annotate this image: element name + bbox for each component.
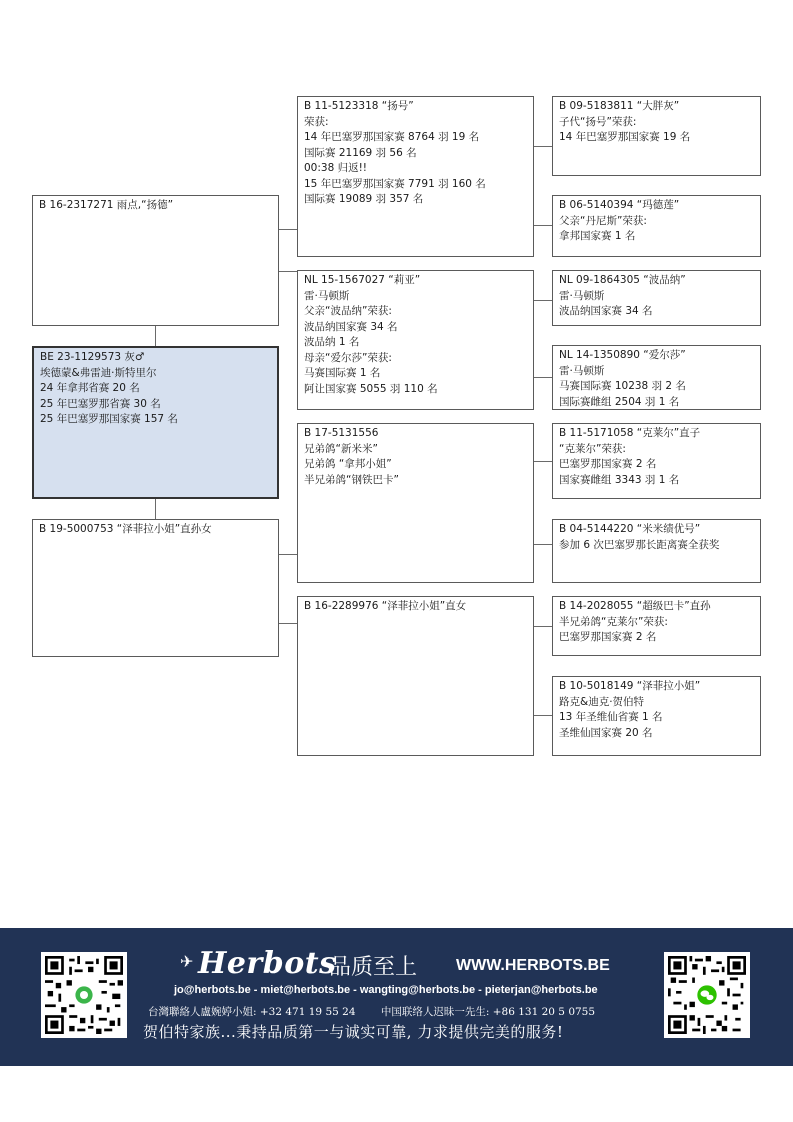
ring-number-header: B 14-2028055 “超级巴卡”直孙 bbox=[559, 600, 711, 612]
pedigree-line: 国际赛 21169 羽 56 名 bbox=[304, 146, 417, 159]
ring-number-header: B 06-5140394 “玛德莲” bbox=[559, 199, 680, 211]
pedigree-line: 波品纳国家赛 34 名 bbox=[559, 305, 653, 317]
dam-sire-box bbox=[297, 423, 534, 583]
ring-number-header: B 16-2289976 “泽菲拉小姐”直女 bbox=[304, 600, 467, 612]
connector bbox=[155, 499, 156, 520]
sire-dam-box bbox=[297, 270, 534, 410]
pigeon-icon: ✈ bbox=[180, 952, 194, 971]
pedigree-line: 雷·马顿斯 bbox=[304, 289, 350, 302]
herbots-logo: Herbots bbox=[198, 946, 337, 981]
sire-dam-dam-box bbox=[552, 345, 761, 410]
sire-sire-sire-box bbox=[552, 96, 761, 176]
footer-banner bbox=[0, 928, 793, 1066]
ring-number-header: NL 14-1350890 “爱尔莎” bbox=[559, 349, 686, 361]
pedigree-line: 参加 6 次巴塞罗那长距离赛全获奖 bbox=[559, 538, 720, 551]
ring-number-header: B 17-5131556 bbox=[304, 427, 379, 439]
phone-contacts bbox=[148, 1004, 617, 1019]
sire-sire-dam-box bbox=[552, 195, 761, 257]
sire-sire-box bbox=[297, 96, 534, 257]
pedigree-line: 巴塞罗那国家赛 2 名 bbox=[559, 458, 657, 470]
pedigree-line: 半兄弟鸽“克莱尔”荣获: bbox=[559, 615, 668, 628]
pedigree-line: 子代“扬号”荣获: bbox=[559, 115, 637, 128]
connector bbox=[534, 225, 552, 226]
pedigree-line: 兄弟鸽“新米米” bbox=[304, 442, 378, 455]
pedigree-line: 拿邦国家赛 1 名 bbox=[559, 230, 636, 242]
dam-dam-sire-box bbox=[552, 596, 761, 656]
sire-box bbox=[32, 195, 279, 326]
connector bbox=[534, 626, 552, 627]
pedigree-line: 国际赛 19089 羽 357 名 bbox=[304, 193, 424, 205]
ring-number-header: B 09-5183811 “大胖灰” bbox=[559, 100, 680, 112]
pedigree-line: 国际赛雌组 2504 羽 1 名 bbox=[559, 395, 680, 408]
ring-number-header: B 19-5000753 “泽菲拉小姐”直孙女 bbox=[39, 523, 212, 535]
pedigree-line: 14 年巴塞罗那国家赛 8764 羽 19 名 bbox=[304, 131, 480, 143]
ring-number-header: B 11-5171058 “克莱尔”直子 bbox=[559, 427, 701, 439]
pedigree-line: 13 年圣维仙省赛 1 名 bbox=[559, 711, 663, 723]
pedigree-line: 波品纳 1 名 bbox=[304, 336, 360, 348]
pedigree-line: 阿让国家赛 5055 羽 110 名 bbox=[304, 382, 438, 395]
pedigree-line: 15 年巴塞罗那国家赛 7791 羽 160 名 bbox=[304, 177, 486, 190]
pedigree-line: 圣维仙国家赛 20 名 bbox=[559, 726, 653, 739]
connector bbox=[279, 271, 297, 272]
email-list[interactable]: jo@herbots.be - miet@herbots.be - wangting@herbots.be - pieterjan@herbots.be bbox=[174, 984, 598, 996]
dam-box bbox=[32, 519, 279, 657]
pedigree-line: 兄弟鸽 “拿邦小姐” bbox=[304, 458, 392, 470]
connector bbox=[155, 326, 156, 347]
pedigree-line: 24 年拿邦省赛 20 名 bbox=[40, 382, 140, 394]
pedigree-line: 半兄弟鸽“钢铁巴卡” bbox=[304, 473, 399, 486]
dam-dam-dam-box bbox=[552, 676, 761, 756]
connector bbox=[534, 544, 552, 545]
phone-taiwan: 台灣聯絡人盧婉婷小姐: +32 471 19 55 24 bbox=[148, 1006, 356, 1018]
pedigree-line: “克莱尔”荣获: bbox=[559, 442, 626, 455]
ring-number-header: B 04-5144220 “米米绩优号” bbox=[559, 523, 701, 535]
pedigree-line: 波品纳国家赛 34 名 bbox=[304, 320, 398, 333]
tagline: 品质至上 bbox=[329, 955, 418, 980]
pedigree-line: 父亲“丹尼斯”荣获: bbox=[559, 214, 647, 227]
pedigree-line: 父亲“波品纳”荣获: bbox=[304, 305, 392, 317]
qr-code-wechat[interactable] bbox=[664, 952, 750, 1038]
pedigree-line: 巴塞罗那国家赛 2 名 bbox=[559, 631, 657, 643]
ring-number-header: NL 15-1567027 “莉亚” bbox=[304, 274, 421, 286]
subject-box bbox=[32, 346, 279, 499]
qr-code-icon bbox=[668, 956, 746, 1034]
brand-header bbox=[180, 946, 626, 982]
pedigree-line: 25 年巴塞罗那省赛 30 名 bbox=[40, 397, 161, 410]
pedigree-line: 母亲“爱尔莎”荣获: bbox=[304, 351, 392, 364]
pedigree-line: 路克&迪克·贺伯特 bbox=[559, 695, 645, 708]
pedigree-line: 埃德蒙&弗雷迪·斯特里尔 bbox=[40, 366, 157, 379]
ring-number-header: B 11-5123318 “扬号” bbox=[304, 100, 414, 112]
pedigree-line: 雷·马顿斯 bbox=[559, 289, 605, 302]
dam-sire-dam-box bbox=[552, 519, 761, 583]
connector bbox=[534, 715, 552, 716]
qr-code-line[interactable] bbox=[41, 952, 127, 1038]
ring-number-header: BE 23-1129573 灰♂ bbox=[40, 351, 145, 363]
phone-china: 中国联络人迟昧一先生: +86 131 20 5 0755 bbox=[380, 1006, 596, 1018]
sire-dam-sire-box bbox=[552, 270, 761, 326]
connector bbox=[534, 146, 552, 147]
qr-code-icon bbox=[45, 956, 123, 1034]
pedigree-line: 荣获: bbox=[304, 115, 329, 128]
connector bbox=[534, 300, 552, 301]
ring-number-header: NL 09-1864305 “波品纳” bbox=[559, 274, 686, 286]
slogan: 贺伯特家族...秉持品质第一与诚实可靠, 力求提供完美的服务! bbox=[143, 1023, 564, 1041]
connector bbox=[534, 461, 552, 462]
dam-dam-box bbox=[297, 596, 534, 756]
pedigree-line: 雷·马顿斯 bbox=[559, 364, 605, 377]
dam-sire-sire-box bbox=[552, 423, 761, 499]
website-link[interactable]: WWW.HERBOTS.BE bbox=[456, 957, 610, 974]
connector bbox=[279, 229, 297, 230]
pedigree-line: 马赛国际赛 1 名 bbox=[304, 367, 381, 379]
pedigree-line: 国家赛雌组 3343 羽 1 名 bbox=[559, 473, 680, 486]
ring-number-header: B 10-5018149 “泽菲拉小姐” bbox=[559, 680, 701, 692]
connector bbox=[279, 554, 297, 555]
connector bbox=[279, 623, 297, 624]
pedigree-line: 14 年巴塞罗那国家赛 19 名 bbox=[559, 131, 691, 143]
connector bbox=[534, 377, 552, 378]
pedigree-line: 00:38 归返!! bbox=[304, 162, 368, 174]
ring-number-header: B 16-2317271 雨点,“扬德” bbox=[39, 199, 174, 211]
pedigree-line: 25 年巴塞罗那国家赛 157 名 bbox=[40, 413, 178, 425]
pedigree-line: 马赛国际赛 10238 羽 2 名 bbox=[559, 380, 686, 392]
